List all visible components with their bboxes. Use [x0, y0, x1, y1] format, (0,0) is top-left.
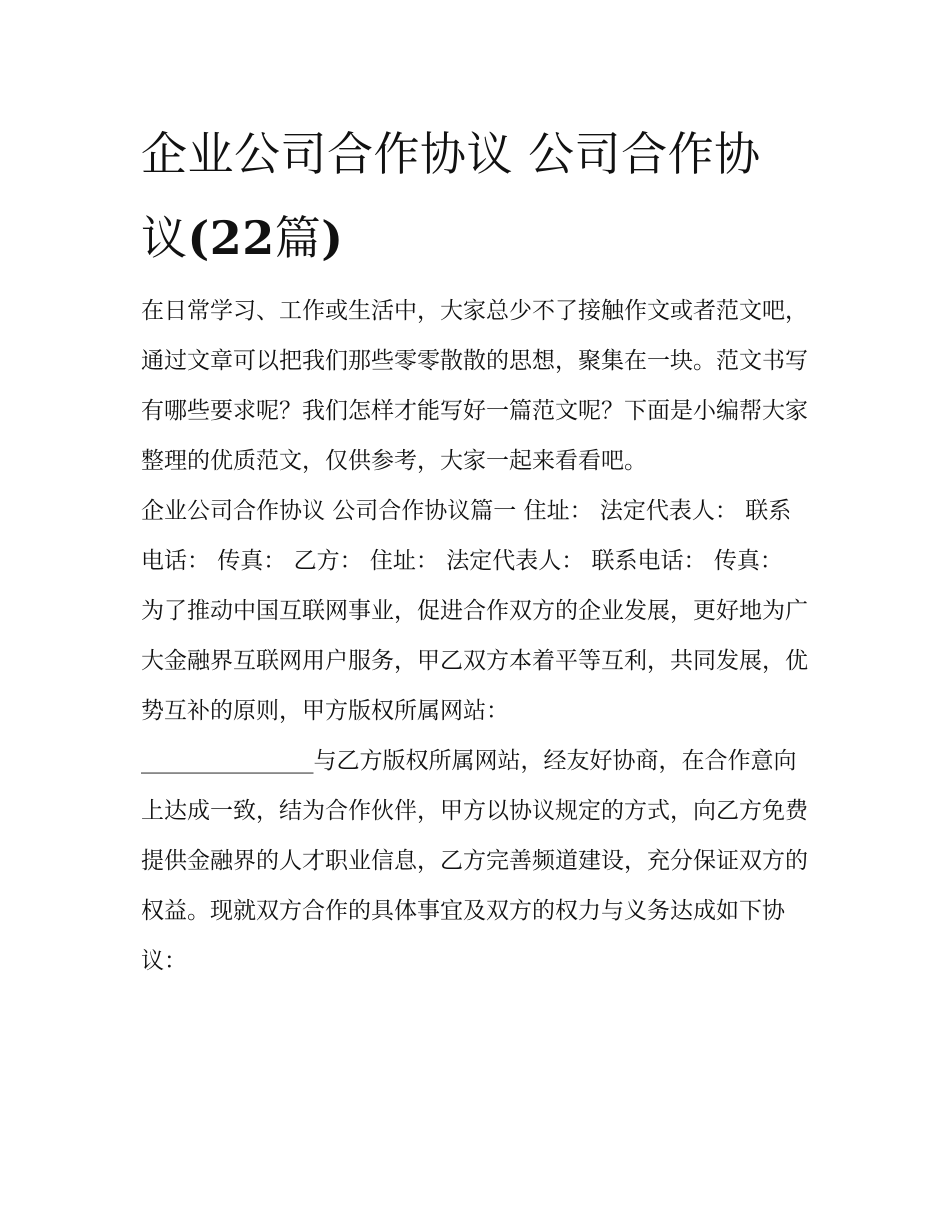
intro-paragraph: 在日常学习、工作或生活中，大家总少不了接触作文或者范文吧，通过文章可以把我们那些零零散散的思想，聚集在一块。范文书写有哪些要求呢？我们怎样才能写好一篇范文呢？下面是小编帮大家整理的优质范文，仅供参考，大家一起来看看吧。: [141, 298, 808, 474]
title-line-1: 企业公司合作协议 公司合作协: [141, 127, 761, 181]
title-line-2-prefix: 议: [141, 211, 188, 265]
title-count-char: 篇: [274, 211, 322, 265]
agreement-paragraph: _______________与乙方版权所属网站，经友好协商，在合作意向上达成一致，结为合作伙伴，甲方以协议规定的方式，向乙方免费提供金融界的人才职业信息，乙方完善频道建设，充分保证双方的权益。现就双方合作的具体事宜及双方的权力与义务达成如下协议：: [141, 748, 808, 974]
document-title: [141, 112, 813, 280]
parties-paragraph: 企业公司合作协议 公司合作协议篇一 住址： 法定代表人： 联系电话： 传真： 乙方： 住址： 法定代表人： 联系电话： 传真：: [141, 498, 792, 574]
document-body: [141, 112, 813, 986]
title-close-paren: ): [321, 211, 344, 265]
title-count: (22: [187, 211, 275, 265]
purpose-paragraph: 为了推动中国互联网事业，促进合作双方的企业发展，更好地为广大金融界互联网用户服务，甲乙双方本着平等互利，共同发展，优势互补的原则，甲方版权所属网站：: [141, 598, 808, 724]
